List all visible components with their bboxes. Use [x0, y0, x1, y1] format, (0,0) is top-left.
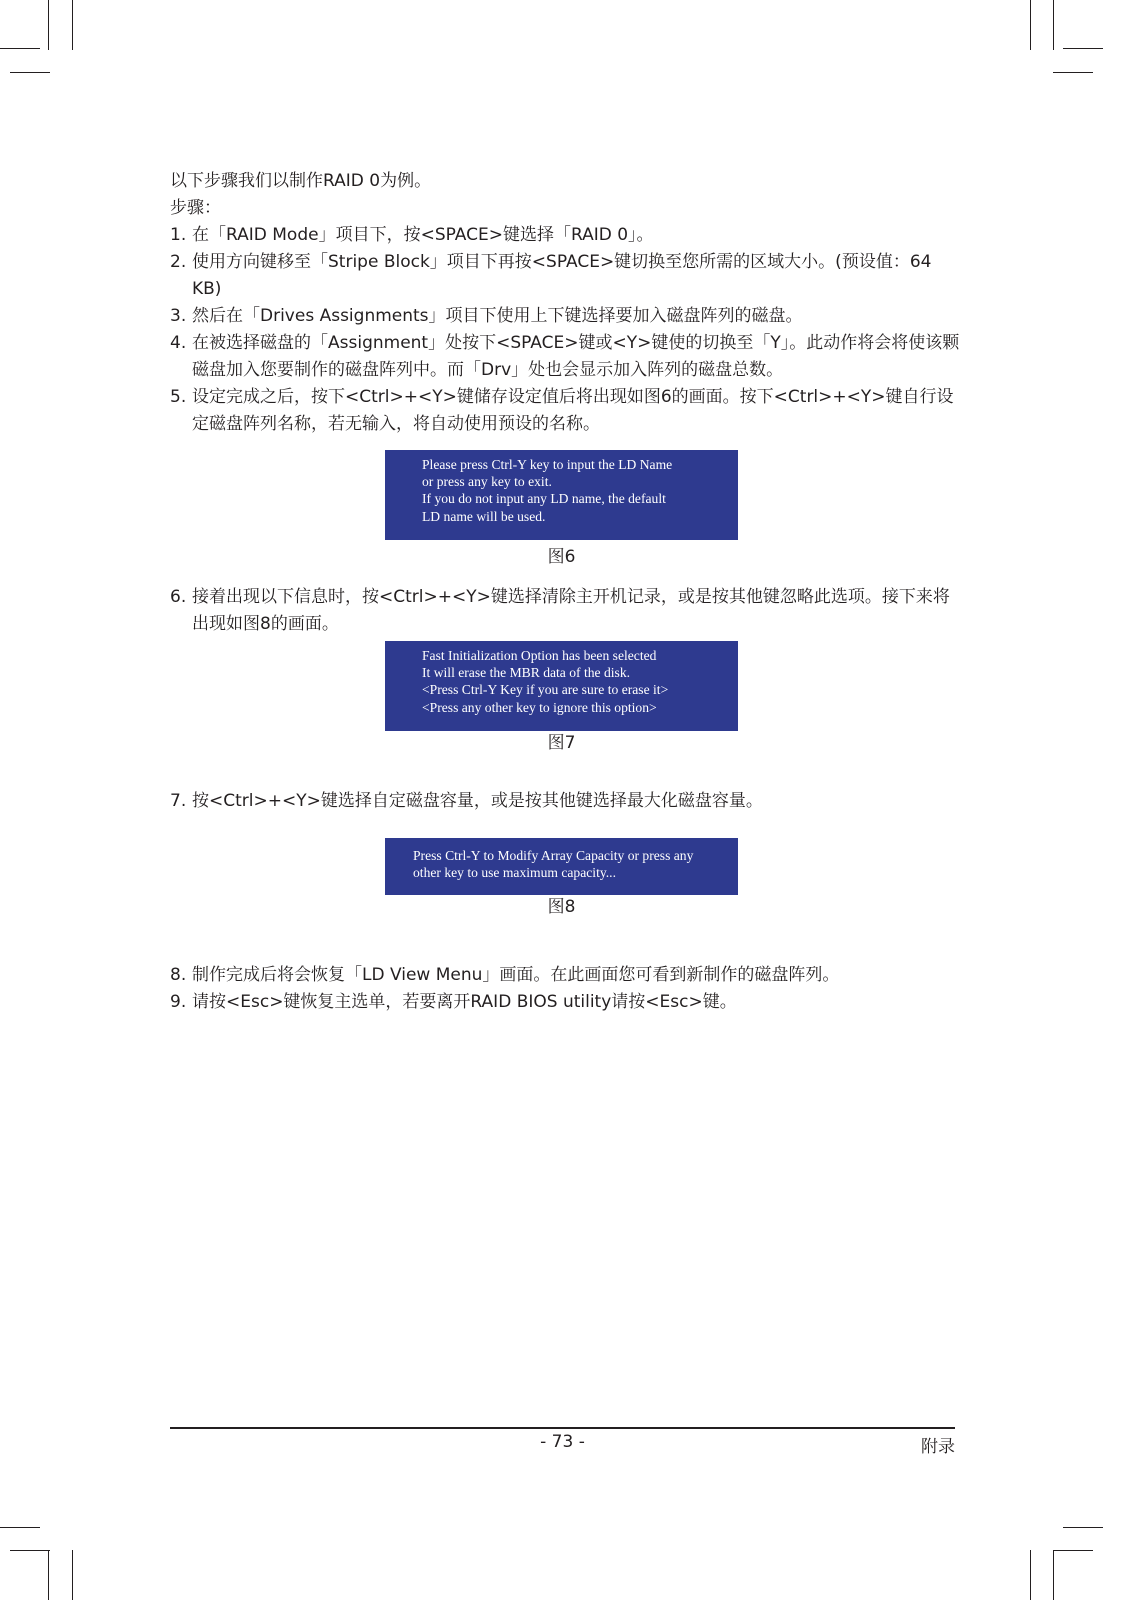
step-2	[170, 249, 960, 302]
step-number: 5.	[170, 387, 187, 407]
figure-caption: 图7	[547, 733, 576, 753]
step-5	[170, 384, 960, 437]
steps-heading: 步骤：	[170, 198, 221, 218]
step-text: 设定完成之后，按下<Ctrl>+<Y>键储存设定值后将出现如图6的画面。按下<Ctrl>+<Y>键自行设定磁盘阵列名称，若无输入，将自动使用预设的名称。	[192, 387, 954, 434]
footer-rule	[170, 1427, 955, 1429]
figure-caption: 图8	[547, 897, 576, 917]
step-number: 2.	[170, 252, 187, 272]
step-text: 接着出现以下信息时，按<Ctrl>+<Y>键选择清除主开机记录，或是按其他键忽略此选项。接下来将出现如图8的画面。	[192, 587, 950, 634]
crop-mark	[1063, 1527, 1103, 1528]
crop-mark	[48, 1550, 49, 1600]
step-3	[170, 303, 960, 330]
bios-line: LD name will be used.	[422, 508, 546, 524]
bios-line: <Press any other key to ignore this option>	[422, 699, 657, 715]
intro-line: 以下步骤我们以制作RAID 0为例。	[170, 171, 432, 191]
step-6	[170, 584, 960, 637]
bios-line: Please press Ctrl-Y key to input the LD Name	[422, 457, 673, 472]
step-number: 7.	[170, 791, 187, 811]
step-1	[170, 222, 960, 249]
bios-line: Press Ctrl-Y to Modify Array Capacity or press any	[413, 848, 694, 863]
crop-mark	[0, 1527, 40, 1528]
step-7	[170, 788, 960, 815]
step-text: 在被选择磁盘的「Assignment」处按下<SPACE>键或<Y>键使的切换至「Y」。此动作将会将使该颗磁盘加入您要制作的磁盘阵列中。而「Drv」处也会显示加入阵列的磁盘总数。	[192, 333, 960, 380]
step-text: 请按<Esc>键恢复主选单，若要离开RAID BIOS utility请按<Esc>键。	[192, 992, 737, 1012]
crop-mark	[1063, 48, 1103, 49]
crop-mark	[1053, 1550, 1054, 1600]
bios-message-box-fig8	[385, 838, 738, 895]
crop-mark	[72, 1550, 73, 1600]
crop-mark	[10, 1550, 50, 1551]
crop-mark	[1030, 0, 1031, 50]
bios-line: Fast Initialization Option has been selected	[422, 648, 657, 663]
crop-mark	[10, 72, 50, 73]
crop-mark	[48, 0, 49, 50]
step-number: 8.	[170, 965, 187, 985]
crop-mark	[1053, 1550, 1093, 1551]
crop-mark	[1053, 0, 1054, 50]
crop-mark	[0, 48, 40, 49]
page-number: - 73 -	[540, 1432, 585, 1452]
step-number: 4.	[170, 333, 187, 353]
step-8	[170, 962, 960, 989]
bios-line: If you do not input any LD name, the default	[422, 491, 666, 507]
bios-line: It will erase the MBR data of the disk.	[422, 665, 631, 681]
step-number: 9.	[170, 992, 187, 1012]
figure-caption: 图6	[547, 547, 576, 567]
step-number: 6.	[170, 587, 187, 607]
bios-message-box-fig7	[385, 641, 738, 731]
step-number: 1.	[170, 225, 187, 245]
step-text: 制作完成后将会恢复「LD View Menu」画面。在此画面您可看到新制作的磁盘阵列。	[192, 965, 840, 985]
bios-line: other key to use maximum capacity...	[413, 865, 616, 881]
crop-mark	[72, 0, 73, 50]
section-label: 附录	[921, 1437, 955, 1457]
crop-mark	[1053, 72, 1093, 73]
bios-line: <Press Ctrl-Y Key if you are sure to erase it>	[422, 682, 669, 698]
step-text: 在「RAID Mode」项目下，按<SPACE>键选择「RAID 0」。	[192, 225, 654, 245]
crop-mark	[1030, 1550, 1031, 1600]
step-4	[170, 330, 960, 383]
step-text: 按<Ctrl>+<Y>键选择自定磁盘容量，或是按其他键选择最大化磁盘容量。	[192, 791, 763, 811]
step-number: 3.	[170, 306, 187, 326]
step-text: 然后在「Drives Assignments」项目下使用上下键选择要加入磁盘阵列的磁盘。	[192, 306, 803, 326]
step-9	[170, 989, 960, 1016]
step-text: 使用方向键移至「Stripe Block」项目下再按<SPACE>键切换至您所需的区域大小。(预设值：64 KB)	[192, 252, 932, 299]
bios-message-box-fig6	[385, 450, 738, 540]
bios-line: or press any key to exit.	[422, 474, 552, 490]
